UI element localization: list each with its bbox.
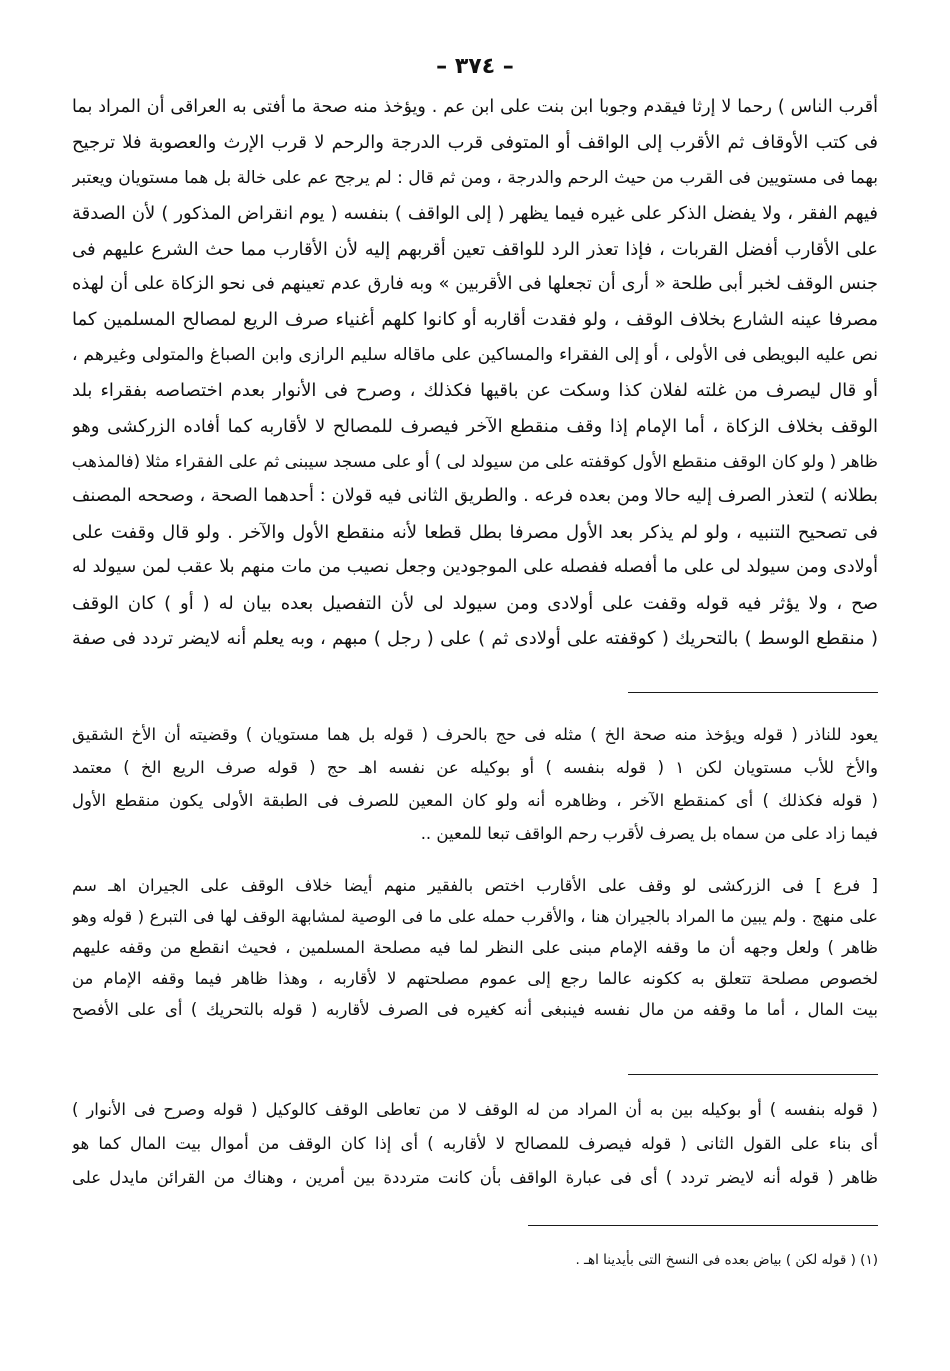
text-line: أو قال ليصرف من غلته لفلان كذا وسكت عن باقيها فكذلك ، وصرح فى الأنوار بعدم اختصاصه بفقراء بلد [72, 380, 878, 402]
text-line: بطلانه ) لتعذر الصرف إليه حالا ومن بعده فرعه . والطريق الثانى فيه قولان : أحدهما الصحة ، وصححه المصنف [72, 486, 878, 507]
commentary-line: بيت المال ، أما ما وقفه من مال نفسه فينبغى أنه كغيره فى الصرف لأقاربه ( قوله بالتحريك ) أى على الأفصح [72, 1000, 878, 1019]
commentary-first-block [72, 718, 878, 850]
text-line: فى كتب الأوقاف ثم الأقرب إلى الواقف أو المتوفى قرب الدرجة والرحم لا قرب الإرث والعصوبة فلا ترجيح [72, 132, 878, 154]
commentary-line: لخصوص مصلحة تتعلق به ككونه عالما رجع إلى عموم مصلحتهم لا لأقاربه ، وهذا ظاهر فيما وقفه الإمام من [72, 969, 878, 988]
footnote-rule [528, 1225, 878, 1226]
page-number: – ٣٧٤ – [436, 54, 514, 79]
text-line: الوقف بخلاف الزكاة ، أما الإمام إذا وقف منقطع الآخر فيصرف للمصالح لا لأقاربه كما أفاده الزركشى وهو [72, 415, 878, 437]
commentary-line: ظاهر ( قوله أنه لايضر تردد ) أى فى عبارة الواقف بأن كانت مترددة بين أمرين ، وهناك من القرائن مايدل على [72, 1168, 878, 1187]
separator-rule [628, 1074, 878, 1075]
text-line: على الأقارب أفضل القربات ، فإذا تعذر الرد للواقف تعين أقربهم إليه لأن الأقارب مما حث الشرع عليهم فى [72, 238, 878, 260]
commentary-line: فيما زاد على من سماه بل يصرف لأقرب رحم الواقف تبعا للمعين .. [420, 824, 878, 843]
commentary-line: ظاهر ) ولعل وجهه أن ما وقفه الإمام مبنى على النظر لما فيه مصلحة المسلمين ، فحيث انقطع من وقفه عليهم [72, 938, 878, 957]
main-text [72, 90, 878, 657]
commentary-line: والأخ للأب مستويان لكن ١ ( قوله بنفسه ) أو بوكيله عن نفسه اهـ حج ( قوله صرف الريع الخ ) معتمد [72, 758, 878, 777]
text-line: جنس الوقف لخبر أبى طلحة « أرى أن تجعلها فى الأقربين » وبه فارق عدم تعينهم فى نحو الزكاة على أن لهذه [72, 274, 878, 295]
commentary-line: على منهج . ولم يبين ما المراد بالجيران هنا ، والأقرب حمله على ما فى الوصية لمشابهة الوقف لها فى التبرع ( قوله وهو [72, 907, 878, 926]
text-line: أقرب الناس ) رحما لا إرثا فيقدم وجوبا ابن بنت على ابن عم . ويؤخذ منه صحة ما أفتى به العراقى أن المراد بما [72, 97, 878, 117]
commentary-line: أى بناء على القول الثانى ( قوله فيصرف للمصالح لا لأقاربه ) أى إذا كان الوقف من أموال بيت المال كما هو [72, 1134, 878, 1153]
text-line: مصرفا عينه الشارع بخلاف الوقف ، ولو فقدت أقاربه أو كانوا كلهم أغنياء صرف الريع لمصالح المسلمين كما [72, 309, 878, 331]
separator-rule [628, 692, 878, 693]
commentary-line: ( قوله فكذلك ) أى كمنقطع الآخر ، وظاهره أنه ولو كان المعين للصرف فى الطبقة الأولى يكون منقطع الأول [72, 791, 878, 810]
text-line: أولادى ومن سيولد لى على ما أفصله ففصله على الموجودين وجعل نصيب من مات منهم بلا عقب لمن سيولد له [72, 557, 878, 578]
text-line: ظاهر ( ولو كان الوقف منقطع الأول كوقفته على من سيولد لى ) أو على مسجد سيبنى ثم على الفقراء مثلا (فالمذهب [72, 451, 878, 472]
commentary-third-block [72, 1093, 878, 1195]
text-line: فيهم الفقر ، ولا يفضل الذكر على غيره فيما يظهر ( إلى الواقف ) بنفسه ( يوم انقراض المذكور ) لأن الصدقة [72, 203, 878, 225]
commentary-line: [ فرع ] فى الزركشى لو وقف على الأقارب اختص بالفقير منهم أيضا خلاف الوقف على الجيران اهـ سم [72, 876, 878, 895]
text-line: ( منقطع الوسط ) بالتحريك ( كوقفته على أولادى ثم ) على ( رجل ) مبهم ، وبه يعلم أنه لايضر تردد فى صفة [72, 628, 878, 650]
text-line: صح ، ولا يؤثر فيه قوله وقفت على أولادى ومن سيولد لى لأن التفصيل بعده بيان له ( أو ) كان الوقف [72, 592, 878, 614]
text-line: بهما فى مستويين فى القرب من حيث الرحم والدرجة ، ومن ثم قال : لم يرجح عم على خالة بل هما مستويان ويعتبر [72, 167, 878, 188]
commentary-line: يعود للناذر ( قوله ويؤخذ منه صحة الخ ) مثله فى حج بالحرف ( قوله بل هما مستويان ) وقضيته أن الأخ الشقيق [72, 725, 878, 744]
footnote: (١) ( قوله لكن ) بياض بعده فى النسخ التى بأيدينا اهـ . [575, 1252, 878, 1268]
commentary-line: ( قوله بنفسه ) أو بوكيله بين به أن المراد من له الوقف لا من تعاطى الوقف كالوكيل ( قوله وصرح فى الأنوار ) [72, 1100, 878, 1119]
text-line: فى تصحيح التنبيه ، ولو لم يذكر بعد الأول مصرفا بطل قطعا لأنه منقطع الأول والآخر . ولو قال وقفت على [72, 521, 878, 543]
commentary-second-block [72, 870, 878, 1025]
text-line: نص عليه البويطى فى الأولى ، أو إلى الفقراء والمساكين على ماقاله سليم الرازى وابن الصباغ والمتولى وغيرهم ، [72, 344, 878, 365]
